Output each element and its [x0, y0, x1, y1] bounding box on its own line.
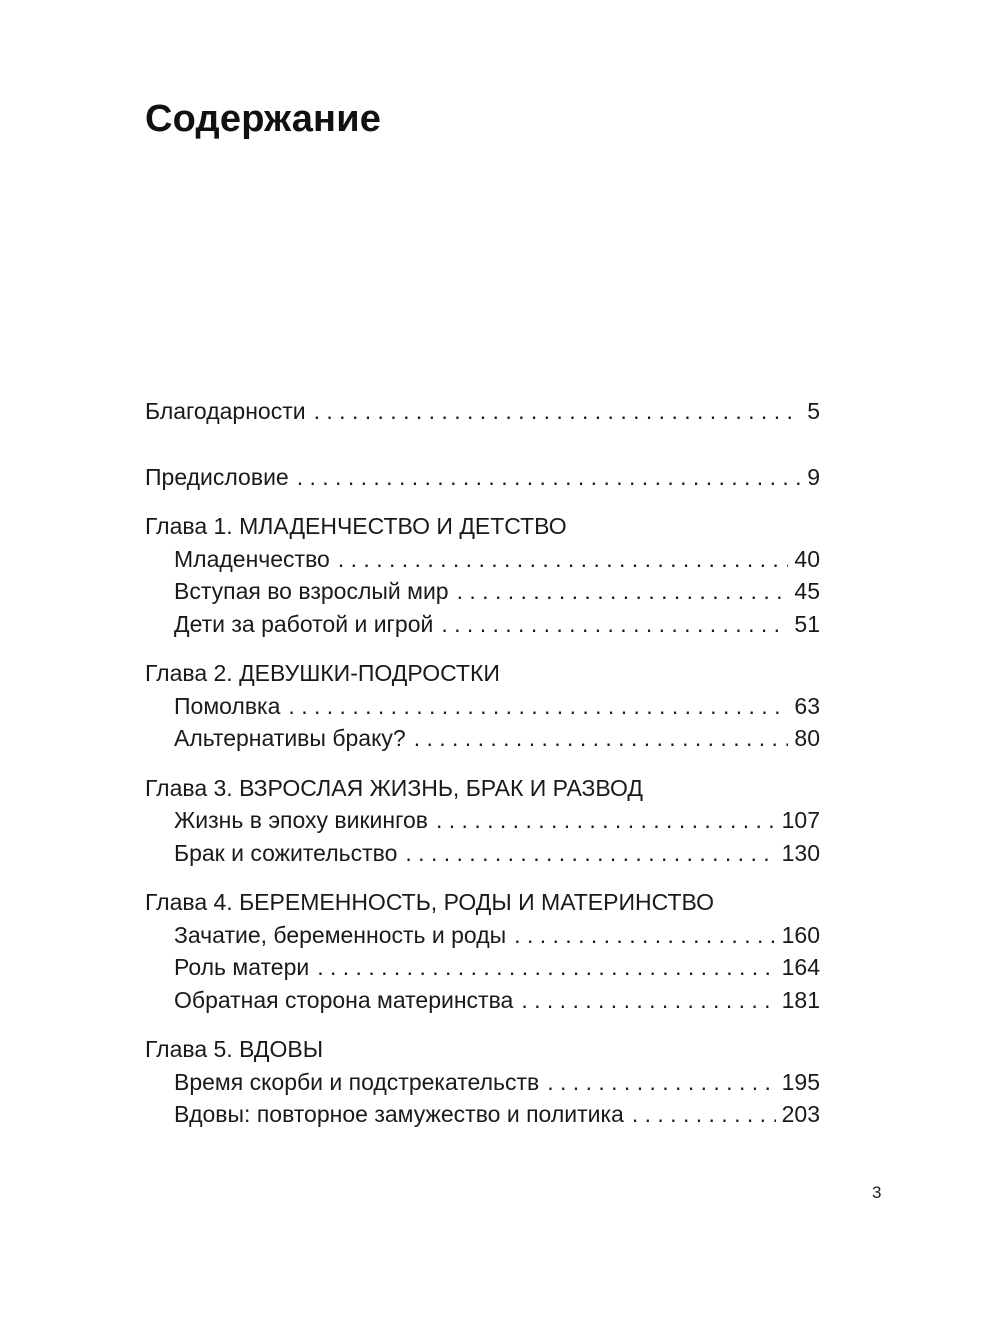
dot-leader: [314, 395, 802, 428]
toc-subentry[interactable]: [145, 984, 820, 1017]
toc-entry-label: Предисловие: [145, 463, 289, 490]
toc-subentry[interactable]: [145, 951, 820, 984]
dot-leader: [297, 461, 801, 494]
toc-chapter-5-title[interactable]: Глава 5. ВДОВЫ: [145, 1036, 324, 1062]
toc-entry-label: Роль матери: [174, 954, 310, 980]
dot-leader: [288, 690, 788, 723]
spacer: [145, 493, 820, 510]
toc-entry-label: Благодарности: [145, 398, 306, 424]
toc-chapter-1-title[interactable]: Глава 1. МЛАДЕНЧЕСТВО И ДЕТСТВО: [145, 513, 567, 539]
toc-entry-page: 181: [781, 986, 820, 1013]
dot-leader: [436, 804, 776, 837]
dot-leader: [405, 837, 775, 870]
toc-entry-page: 195: [781, 1068, 820, 1095]
spacer: [145, 1016, 820, 1033]
toc-entry-page: 9: [807, 463, 820, 490]
toc-subentry[interactable]: [145, 543, 820, 576]
toc-subentry[interactable]: [145, 837, 820, 870]
toc-entry-page: 63: [794, 692, 820, 719]
toc-subentry[interactable]: [145, 1098, 820, 1131]
toc-entry-label: Зачатие, беременность и роды: [174, 921, 507, 948]
toc-entry-page: 40: [794, 545, 820, 572]
toc-subentry[interactable]: [145, 722, 820, 755]
toc-subentry[interactable]: [145, 919, 820, 952]
table-of-contents: [145, 395, 820, 1131]
toc-entry-page: 130: [781, 839, 820, 866]
page-title: Содержание: [145, 98, 382, 140]
dot-leader: [441, 608, 788, 641]
toc-entry-label: Брак и сожительство: [174, 839, 398, 866]
toc-entry-preface[interactable]: [145, 461, 820, 494]
toc-subentry[interactable]: [145, 575, 820, 608]
toc-entry-page: 45: [794, 578, 820, 604]
toc-entry-acknowledgements[interactable]: [145, 395, 820, 428]
spacer: [145, 755, 820, 772]
dot-leader: [317, 951, 775, 984]
toc-entry-page: 160: [781, 921, 820, 948]
toc-chapter-4-title[interactable]: Глава 4. БЕРЕМЕННОСТЬ, РОДЫ И МАТЕРИНСТВО: [145, 889, 714, 915]
toc-entry-page: 164: [781, 954, 820, 980]
toc-entry-label: Младенчество: [174, 545, 330, 572]
toc-entry-label: Дети за работой и игрой: [174, 610, 434, 637]
toc-entry-page: 80: [794, 725, 820, 751]
toc-entry-page: 5: [807, 398, 820, 424]
page-number: 3: [872, 1183, 882, 1202]
dot-leader: [457, 575, 789, 608]
toc-chapter-2-title[interactable]: Глава 2. ДЕВУШКИ-ПОДРОСТКИ: [145, 660, 500, 686]
toc-entry-label: Вступая во взрослый мир: [174, 578, 449, 604]
spacer: [145, 640, 820, 657]
dot-leader: [521, 984, 775, 1017]
dot-leader: [338, 543, 789, 576]
spacer: [145, 428, 820, 461]
spacer: [145, 869, 820, 886]
toc-entry-page: 107: [781, 807, 820, 833]
toc-subentry[interactable]: [145, 804, 820, 837]
toc-subentry[interactable]: [145, 1066, 820, 1099]
dot-leader: [632, 1098, 776, 1131]
toc-chapter-3-title[interactable]: Глава 3. ВЗРОСЛАЯ ЖИЗНЬ, БРАК И РАЗВОД: [145, 774, 643, 801]
toc-subentry[interactable]: [145, 608, 820, 641]
toc-entry-label: Жизнь в эпоху викингов: [174, 807, 428, 833]
toc-entry-page: 203: [781, 1101, 820, 1127]
dot-leader: [547, 1066, 775, 1099]
toc-entry-label: Помолвка: [174, 692, 281, 719]
toc-entry-label: Время скорби и подстрекательств: [174, 1068, 540, 1095]
toc-entry-page: 51: [794, 610, 820, 637]
toc-subentry[interactable]: [145, 690, 820, 723]
dot-leader: [414, 722, 789, 755]
toc-entry-label: Обратная сторона материнства: [174, 986, 514, 1013]
toc-entry-label: Альтернативы браку?: [174, 725, 406, 751]
dot-leader: [514, 919, 775, 952]
toc-entry-label: Вдовы: повторное замужество и политика: [174, 1101, 624, 1127]
